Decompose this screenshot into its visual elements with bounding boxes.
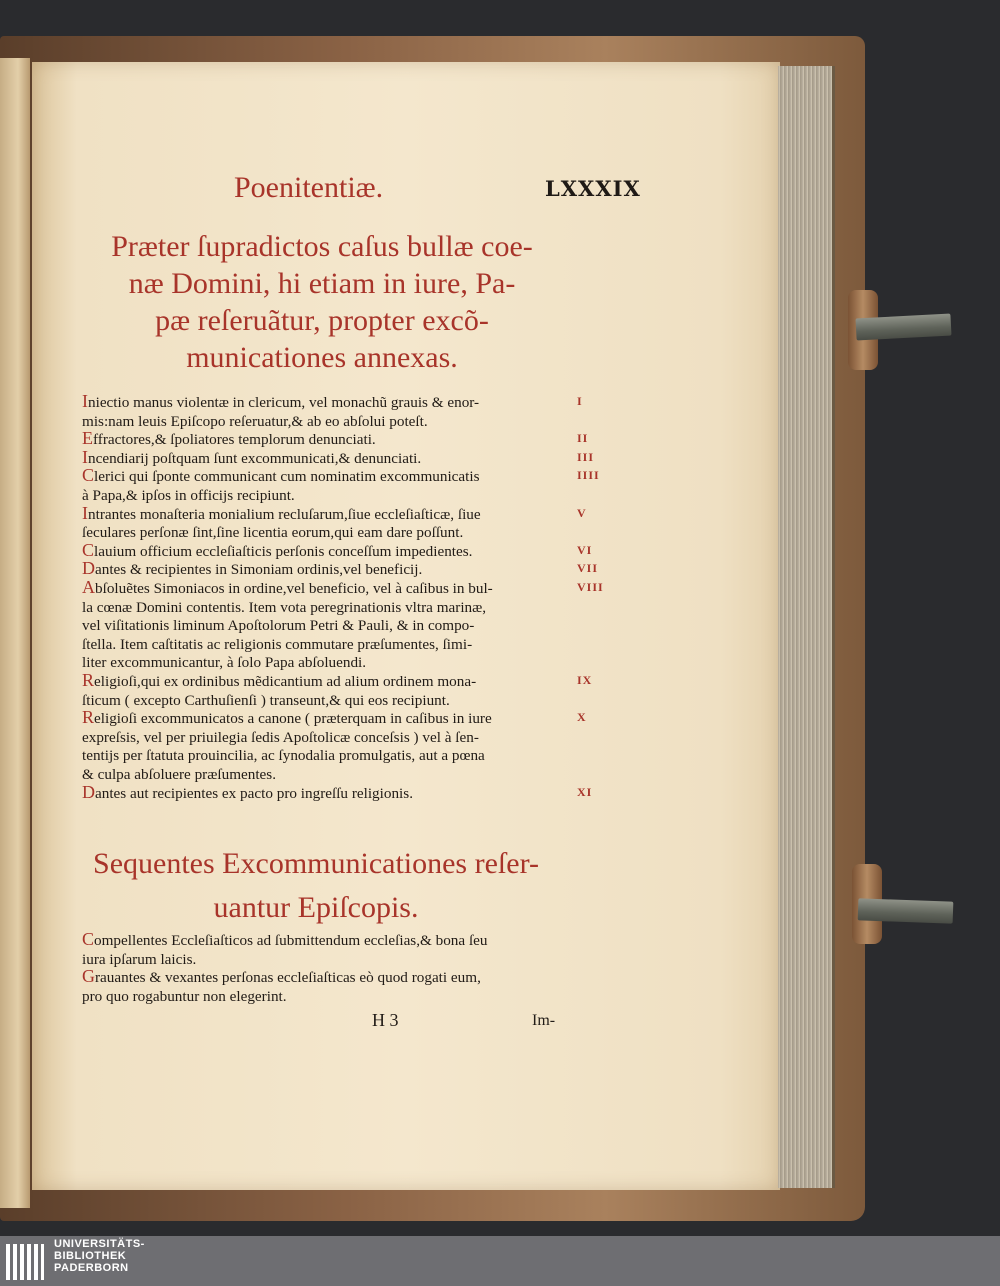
page-fore-edge <box>778 66 835 1188</box>
list-item <box>82 671 562 710</box>
list-item <box>82 429 562 450</box>
initial-letter: C <box>82 539 95 560</box>
paragraph-line <box>82 392 562 413</box>
case-number: II <box>577 431 589 446</box>
initial-letter: R <box>82 670 95 690</box>
line-text: ntrantes monaſteria monialium recluſarum,ſiue eccleſiaſticæ, ſiue <box>88 505 481 523</box>
heading-line: pæ reſeruãtur, propter excõ- <box>155 304 489 337</box>
paragraph-line <box>82 504 562 525</box>
line-text: lerici qui ſponte communicant cum nominatim excommunicatis <box>94 468 480 486</box>
paragraph-line <box>82 599 562 618</box>
line-text: liter excommunicantur, à ſolo Papa abſoluendi. <box>82 654 367 671</box>
line-text: ſtella. Item caſtitatis ac religionis commutare præſumentes, ſimi- <box>82 635 473 653</box>
list-item <box>82 783 562 804</box>
paragraph-line <box>82 783 562 804</box>
paragraph-line <box>82 671 562 692</box>
line-text: rauantes & vexantes perſonas eccleſiaſticas eò quod rogati eum, <box>95 969 481 987</box>
paragraph-line <box>82 429 562 450</box>
library-logo-icon <box>6 1244 44 1280</box>
initial-letter: C <box>82 465 95 486</box>
institution-line: PADERBORN <box>54 1262 129 1274</box>
case-number: X <box>577 710 587 725</box>
paragraph-line <box>82 448 562 469</box>
list-item <box>82 448 562 469</box>
heading-line: Sequentes Excommunicationes reſer- <box>93 847 539 880</box>
strap-bottom <box>858 898 954 923</box>
heading-reserved-pope <box>72 228 572 376</box>
list-item <box>82 504 562 543</box>
line-text: ncendiarij poſtquam ſunt excommunicati,& denunciati. <box>88 449 422 467</box>
case-number: IX <box>577 673 593 687</box>
initial-letter: C <box>82 929 95 949</box>
line-text: & culpa abſoluere præſumentes. <box>82 765 277 783</box>
heading-line: næ Domini, hi etiam in iure, Pa- <box>128 267 516 300</box>
line-text: pro quo rogabuntur non elegerint. <box>82 987 287 1005</box>
heading-line: uantur Epiſcopis. <box>213 891 419 924</box>
folio-number: LXXXIX <box>545 176 641 201</box>
catchword: Im- <box>532 1012 556 1029</box>
paragraph-line <box>82 541 562 562</box>
heading-line: municationes annexas. <box>186 341 458 374</box>
initial-letter: E <box>82 428 93 449</box>
list-item <box>82 708 562 784</box>
line-text: antes & recipientes in Simoniam ordinis,vel beneficij. <box>95 561 423 579</box>
case-number: XI <box>577 784 593 799</box>
case-number: V <box>577 505 587 520</box>
paragraph-line <box>82 988 562 1007</box>
line-text: ſticum ( excepto Carthuſienſi ) transeunt,& qui eos recipiunt. <box>82 691 450 709</box>
initial-letter: G <box>82 966 95 987</box>
paragraph-line <box>82 729 562 748</box>
case-number: IIII <box>577 468 600 483</box>
initial-letter: D <box>82 558 95 579</box>
list-item <box>82 559 562 580</box>
paragraph-line <box>82 708 562 729</box>
line-text: ffractores,& ſpoliatores templorum denunciati. <box>93 431 376 449</box>
initial-letter: I <box>82 391 88 411</box>
initial-letter: I <box>82 502 88 523</box>
line-text: bſoluẽtes Simoniacos in ordine,vel beneficio, vel à caſibus in bul- <box>95 580 493 597</box>
line-text: à Papa,& ipſos in officijs recipiunt. <box>82 486 295 504</box>
heading-line: Præter ſupradictos caſus bullæ coe- <box>111 230 533 263</box>
case-number: I <box>577 394 583 408</box>
line-text: la cœnæ Domini contentis. Item vota peregrinationis vltra marinæ, <box>82 598 487 616</box>
library-footer <box>0 1236 1000 1286</box>
list-item <box>82 578 562 673</box>
line-text: lauium officium eccleſiaſticis perſonis conceſſum impedientes. <box>94 542 473 560</box>
institution-line: UNIVERSITÄTS- <box>54 1238 145 1250</box>
list-item <box>82 930 562 969</box>
initial-letter: A <box>82 577 95 597</box>
running-title: Poenitentiæ. <box>234 171 384 204</box>
list-item <box>82 466 562 505</box>
paragraph-line <box>82 559 562 580</box>
case-number: III <box>577 449 595 464</box>
initial-letter: I <box>82 446 88 467</box>
paragraph-line <box>82 617 562 636</box>
list-item <box>82 392 562 431</box>
paragraph-line <box>82 654 562 673</box>
paragraph-line <box>82 967 562 988</box>
paragraph-line <box>82 636 562 655</box>
case-number: VII <box>577 561 599 576</box>
line-text: ſeculares perſonæ ſint,ſine licentia eorum,qui eam dare poſſunt. <box>82 524 464 542</box>
institution-line: BIBLIOTHEK <box>54 1250 127 1262</box>
line-text: niectio manus violentæ in clericum, vel monachũ grauis & enor- <box>88 394 480 411</box>
line-text: mis:nam leuis Epiſcopo reſeruatur,& ab eo abſolui poteſt. <box>82 412 428 430</box>
line-text: expreſsis, vel per priuilegia ſedis Apoſtolicæ conceſsis ) vel à ſen- <box>82 728 479 746</box>
initial-letter: D <box>82 781 95 802</box>
line-text: eligioſi excommunicatos a canone ( præterquam in caſibus in iure <box>94 710 492 728</box>
line-text: iura ipſarum laicis. <box>82 950 197 968</box>
line-text: antes aut recipientes ex pacto pro ingreſſu religionis. <box>95 784 413 802</box>
signature-mark: H 3 <box>372 1010 399 1030</box>
paragraph-line <box>82 930 562 951</box>
line-text: tentijs per ſtatuta prouincilia, ac ſynodalia promulgatis, aut a pœna <box>82 747 485 765</box>
paragraph-line <box>82 766 562 785</box>
strap-top <box>855 314 951 341</box>
initial-letter: R <box>82 707 95 728</box>
line-text: vel viſitationis liminum Apoſtolorum Petri & Pauli, & in compo- <box>82 617 475 634</box>
left-page-edge <box>0 58 30 1208</box>
line-text: eligioſi,qui ex ordinibus mẽdicantium ad alium ordinem mona- <box>94 673 477 690</box>
list-item <box>82 541 562 562</box>
line-text: ompellentes Eccleſiaſticos ad ſubmittendum eccleſias,& bona ſeu <box>94 932 488 949</box>
case-number: VIII <box>577 580 604 594</box>
paragraph-line <box>82 747 562 766</box>
case-number: VI <box>577 542 593 557</box>
paragraph-line <box>82 466 562 487</box>
heading-reserved-bishops <box>66 842 566 930</box>
list-item <box>82 967 562 1006</box>
paragraph-line <box>82 578 562 599</box>
